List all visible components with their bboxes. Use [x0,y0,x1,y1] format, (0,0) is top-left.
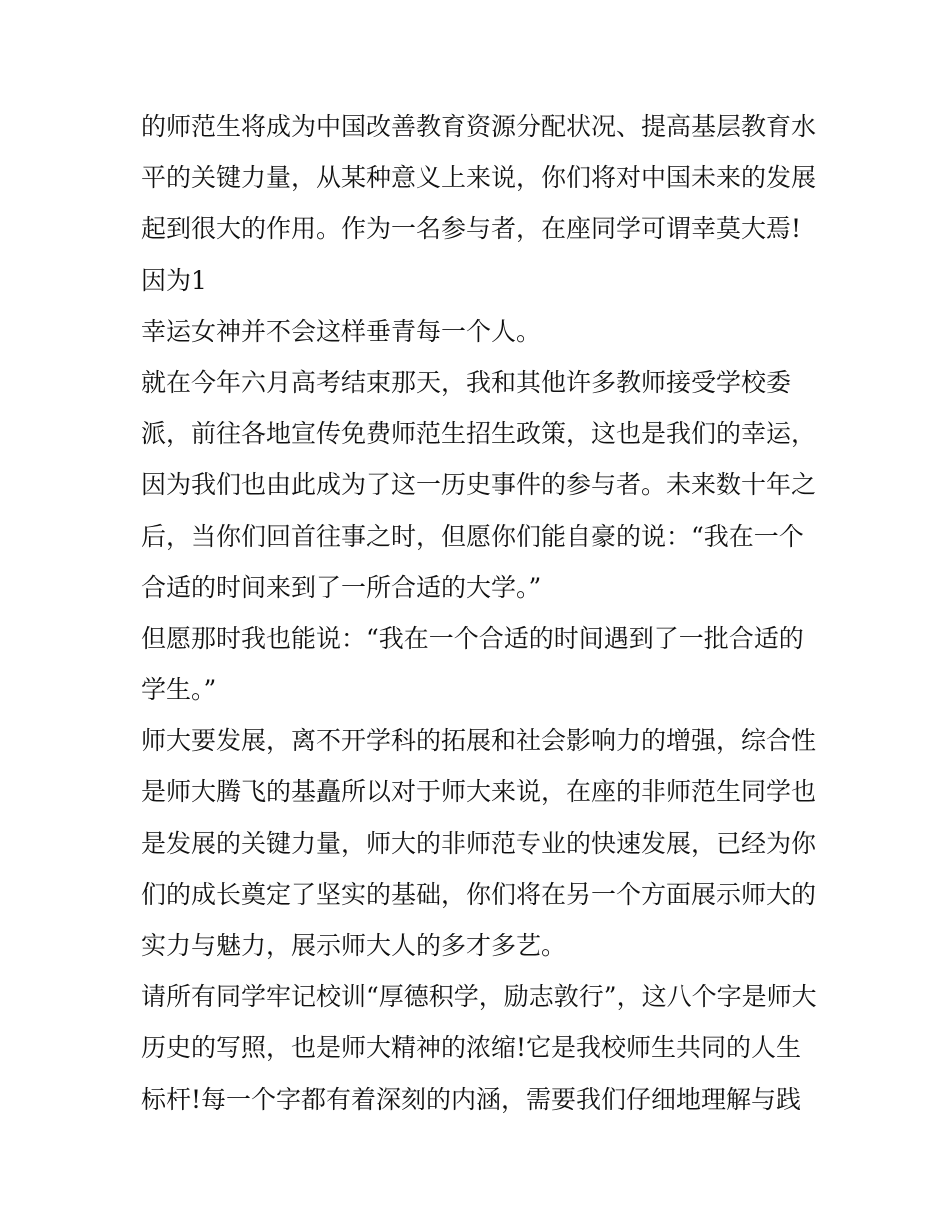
text-line: 的师范生将成为中国改善教育资源分配状况、提高基层教育水 [141,112,817,141]
text-line: 后，当你们回首往事之时，但愿你们能自豪的说：“我在一个 [141,521,804,551]
document-body [141,101,821,1125]
text-line: 们的成长奠定了坚实的基础，你们将在另一个方面展示师大的 [141,879,817,909]
text-line: 因为我们也由此成为了这一历史事件的参与者。未来数十年之 [141,470,817,500]
text-line: 因为1 [141,265,207,295]
text-line: 就在今年六月高考结束那天，我和其他许多教师接受学校委 [141,367,792,397]
text-line: 师大要发展，离不开学科的拓展和社会影响力的增强，综合性 [141,726,817,756]
text-line: 平的关键力量，从某种意义上来说，你们将对中国未来的发展 [141,163,817,193]
text-line: 是师大腾飞的基矗所以对于师大来说，在座的非师范生同学也 [141,777,817,807]
text-line: 标杆!每一个字都有着深刻的内涵，需要我们仔细地理解与践 [141,1084,802,1114]
text-line: 历史的写照，也是师大精神的浓缩!它是我校师生共同的人生 [141,1033,802,1063]
text-line: 起到很大的作用。作为一名参与者，在座同学可谓幸莫大焉! [141,214,802,244]
text-line: 但愿那时我也能说：“我在一个合适的时间遇到了一批合适的 [141,623,804,653]
text-line: 幸运女神并不会这样垂青每一个人。 [141,316,542,346]
text-line: 学生。” [141,675,217,705]
text-line: 实力与魅力，展示师大人的多才多艺。 [141,931,567,960]
text-line: 是发展的关键力量，师大的非师范专业的快速发展，已经为你 [141,828,817,858]
text-line: 合适的时间来到了一所合适的大学。” [141,572,542,602]
text-line: 请所有同学牢记校训“厚德积学，励志敦行”，这八个字是师大 [141,982,817,1012]
text-line: 派，前往各地宣传免费师范生招生政策，这也是我们的幸运， [141,419,817,449]
